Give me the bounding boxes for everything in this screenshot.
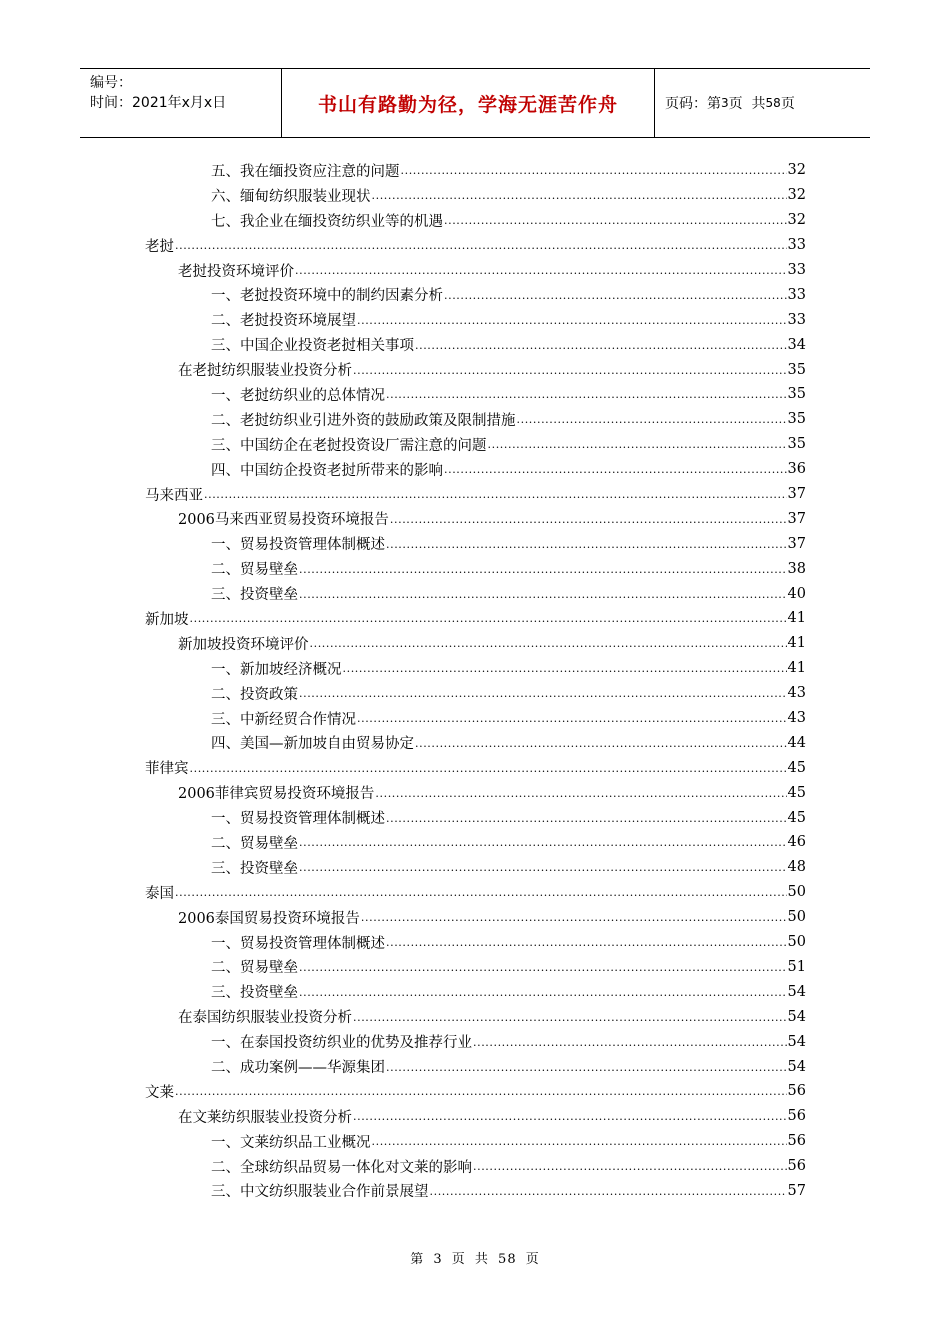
toc-entry[interactable]: [145, 332, 806, 357]
toc-entry-page: 43: [787, 710, 806, 727]
toc-entry[interactable]: [145, 805, 806, 830]
toc-leader-dots: [488, 435, 787, 453]
toc-entry[interactable]: [145, 706, 806, 731]
toc-leader-dots: [343, 659, 787, 677]
toc-leader-dots: [299, 560, 787, 578]
page-footer: 第 3 页 共 58 页: [410, 1252, 540, 1267]
toc-entry-title: 四、美国—新加坡自由贸易协定: [211, 736, 414, 753]
toc-entry[interactable]: [145, 955, 806, 980]
toc-entry[interactable]: [145, 258, 806, 283]
toc-leader-dots: [310, 634, 787, 652]
toc-entry[interactable]: [145, 282, 806, 307]
toc-entry[interactable]: [145, 556, 806, 581]
toc-leader-dots: [357, 709, 787, 727]
toc-leader-dots: [299, 684, 787, 702]
toc-leader-dots: [473, 1157, 787, 1175]
time-label: 时间：2021年x月x日: [90, 95, 227, 111]
toc-entry-title: 三、中新经贸合作情况: [211, 711, 356, 728]
toc-entry-title: 二、贸易壁垒: [211, 835, 298, 852]
toc-entry-page: 43: [787, 685, 806, 702]
toc-entry-title: 马来西亚: [145, 487, 203, 504]
toc-entry-page: 44: [787, 734, 806, 751]
toc-entry[interactable]: [145, 855, 806, 880]
toc-leader-dots: [299, 585, 787, 603]
page-header: [80, 68, 870, 138]
toc-leader-dots: [295, 261, 787, 279]
toc-entry-title: 六、缅甸纺织服装业现状: [211, 188, 371, 205]
toc-leader-dots: [473, 1033, 787, 1051]
toc-entry[interactable]: [145, 979, 806, 1004]
toc-entry-title: 二、成功案例——华源集团: [211, 1060, 385, 1076]
toc-entry-title: 三、中国企业投资老挝相关事项: [211, 338, 414, 355]
toc-leader-dots: [386, 809, 787, 827]
toc-entry[interactable]: [145, 656, 806, 681]
toc-leader-dots: [190, 759, 787, 777]
toc-entry-page: 38: [787, 560, 806, 577]
toc-entry-page: 50: [787, 884, 806, 901]
toc-entry[interactable]: [145, 581, 806, 606]
toc-entry[interactable]: [145, 208, 806, 233]
toc-entry-page: 33: [787, 311, 806, 328]
toc-entry-page: 33: [787, 237, 806, 254]
toc-entry-page: 56: [787, 1108, 806, 1125]
page-current: 3: [721, 96, 729, 110]
header-page-info: [655, 69, 870, 137]
toc-entry[interactable]: [145, 382, 806, 407]
toc-entry-title: 三、中文纺织服装业合作前景展望: [211, 1184, 429, 1201]
toc-entry[interactable]: [145, 506, 806, 531]
header-motto: 书山有路勤为径，学海无涯苦作舟: [282, 69, 655, 137]
toc-entry-page: 50: [787, 934, 806, 951]
toc-entry[interactable]: [145, 158, 806, 183]
toc-entry[interactable]: [145, 1104, 806, 1129]
toc-entry[interactable]: [145, 307, 806, 332]
toc-entry[interactable]: [145, 183, 806, 208]
toc-entry-title: 在文莱纺织服装业投资分析: [178, 1109, 352, 1126]
page-label-prefix: 页码：第: [665, 96, 721, 112]
toc-entry-page: 35: [787, 361, 806, 378]
toc-entry[interactable]: [145, 631, 806, 656]
toc-leader-dots: [175, 236, 787, 254]
toc-entry-page: 40: [787, 585, 806, 602]
toc-entry-title: 二、老挝投资环境展望: [211, 313, 356, 330]
toc-entry-title: 七、我企业在缅投资纺织业等的机遇: [211, 213, 443, 230]
toc-entry[interactable]: [145, 755, 806, 780]
toc-entry-title: 新加坡: [145, 611, 189, 628]
toc-leader-dots: [415, 336, 787, 354]
table-of-contents: [145, 158, 806, 1203]
toc-entry[interactable]: [145, 233, 806, 258]
toc-entry-title: 2006菲律宾贸易投资环境报告: [178, 786, 375, 803]
toc-entry-page: 54: [787, 1058, 806, 1075]
toc-entry-page: 33: [787, 286, 806, 303]
toc-leader-dots: [190, 609, 787, 627]
toc-entry[interactable]: [145, 1129, 806, 1154]
toc-entry[interactable]: [145, 880, 806, 905]
toc-leader-dots: [299, 833, 787, 851]
toc-entry-title: 老挝: [145, 238, 174, 255]
toc-entry-title: 二、全球纺织品贸易一体化对文莱的影响: [211, 1159, 472, 1176]
toc-entry-page: 54: [787, 1033, 806, 1050]
toc-entry[interactable]: [145, 1154, 806, 1179]
toc-entry[interactable]: [145, 905, 806, 930]
toc-entry-title: 新加坡投资环境评价: [178, 636, 309, 653]
toc-entry-page: 35: [787, 386, 806, 403]
toc-entry-title: 菲律宾: [145, 761, 189, 778]
toc-entry-page: 41: [787, 610, 806, 627]
toc-entry-page: 45: [787, 784, 806, 801]
toc-leader-dots: [299, 983, 787, 1001]
toc-leader-dots: [444, 460, 787, 478]
toc-entry-page: 45: [787, 809, 806, 826]
toc-entry-title: 在老挝纺织服装业投资分析: [178, 363, 352, 380]
toc-leader-dots: [375, 784, 786, 802]
toc-entry-title: 一、贸易投资管理体制概述: [211, 811, 385, 828]
toc-entry-page: 51: [787, 958, 806, 975]
toc-entry-page: 32: [787, 212, 806, 229]
toc-entry-title: 一、老挝投资环境中的制约因素分析: [211, 288, 443, 305]
toc-entry-page: 54: [787, 983, 806, 1000]
toc-entry-page: 35: [787, 411, 806, 428]
toc-entry-title: 一、文莱纺织品工业概况: [211, 1134, 371, 1151]
toc-entry[interactable]: [145, 780, 806, 805]
toc-entry-page: 32: [787, 187, 806, 204]
toc-entry-page: 46: [787, 834, 806, 851]
toc-entry-title: 2006马来西亚贸易投资环境报告: [178, 512, 389, 529]
toc-leader-dots: [386, 933, 787, 951]
toc-leader-dots: [372, 1132, 787, 1150]
toc-leader-dots: [386, 535, 787, 553]
toc-entry-title: 三、投资壁垒: [211, 860, 298, 877]
toc-entry-title: 老挝投资环境评价: [178, 263, 294, 280]
toc-entry-title: 一、在泰国投资纺织业的优势及推荐行业: [211, 1035, 472, 1052]
toc-leader-dots: [444, 211, 787, 229]
toc-entry-title: 四、中国纺企投资老挝所带来的影响: [211, 462, 443, 479]
toc-entry-page: 35: [787, 436, 806, 453]
toc-entry-title: 一、新加坡经济概况: [211, 661, 342, 678]
toc-entry-title: 三、投资壁垒: [211, 587, 298, 604]
toc-entry-page: 50: [787, 909, 806, 926]
page-label-suffix: 页: [780, 96, 795, 112]
toc-leader-dots: [517, 410, 787, 428]
toc-entry-title: 二、贸易壁垒: [211, 562, 298, 579]
page-label-mid: 页 共: [728, 96, 766, 112]
toc-entry[interactable]: [145, 482, 806, 507]
toc-entry-page: 54: [787, 1008, 806, 1025]
toc-entry-page: 57: [787, 1182, 806, 1199]
toc-entry[interactable]: [145, 606, 806, 631]
toc-entry[interactable]: [145, 1004, 806, 1029]
toc-leader-dots: [204, 485, 787, 503]
toc-entry-title: 在泰国纺织服装业投资分析: [178, 1010, 352, 1027]
header-meta: [80, 69, 282, 137]
toc-leader-dots: [444, 286, 787, 304]
toc-entry-page: 37: [787, 486, 806, 503]
toc-leader-dots: [415, 734, 787, 752]
toc-entry-page: 56: [787, 1083, 806, 1100]
toc-leader-dots: [401, 161, 787, 179]
toc-entry-page: 34: [787, 336, 806, 353]
toc-entry-title: 文莱: [145, 1084, 174, 1101]
toc-leader-dots: [299, 858, 787, 876]
page-total: 58: [765, 96, 781, 110]
toc-leader-dots: [175, 883, 787, 901]
toc-entry-title: 2006泰国贸易投资环境报告: [178, 910, 360, 927]
toc-entry[interactable]: [145, 1179, 806, 1204]
toc-leader-dots: [175, 1082, 787, 1100]
toc-entry-page: 41: [787, 635, 806, 652]
toc-entry-page: 33: [787, 262, 806, 278]
toc-leader-dots: [372, 186, 787, 204]
toc-entry-page: 45: [787, 759, 806, 776]
number-label: 编号：: [90, 75, 132, 91]
toc-entry-title: 泰国: [145, 885, 174, 902]
toc-entry-page: 36: [787, 461, 806, 478]
toc-leader-dots: [386, 385, 787, 403]
toc-leader-dots: [361, 908, 787, 926]
toc-entry[interactable]: [145, 1054, 806, 1079]
toc-entry[interactable]: [145, 531, 806, 556]
toc-leader-dots: [299, 958, 787, 976]
toc-entry-title: 五、我在缅投资应注意的问题: [211, 163, 400, 180]
toc-entry[interactable]: [145, 1079, 806, 1104]
toc-entry-title: 一、贸易投资管理体制概述: [211, 935, 385, 952]
toc-entry-page: 41: [787, 660, 806, 677]
toc-leader-dots: [353, 1008, 787, 1026]
toc-entry-page: 56: [787, 1133, 806, 1150]
toc-entry-page: 37: [787, 510, 806, 527]
toc-entry-title: 一、老挝纺织业的总体情况: [211, 387, 385, 404]
toc-entry-page: 32: [787, 162, 806, 179]
toc-entry[interactable]: [145, 407, 806, 432]
toc-entry-title: 一、贸易投资管理体制概述: [211, 537, 385, 554]
toc-entry[interactable]: [145, 930, 806, 955]
toc-entry-title: 三、投资壁垒: [211, 985, 298, 1002]
toc-entry[interactable]: [145, 681, 806, 706]
toc-entry[interactable]: [145, 432, 806, 457]
toc-entry[interactable]: [145, 830, 806, 855]
toc-entry[interactable]: [145, 730, 806, 755]
toc-leader-dots: [390, 510, 787, 528]
toc-entry-page: 37: [787, 535, 806, 552]
toc-leader-dots: [386, 1058, 787, 1076]
toc-entry-title: 三、中国纺企在老挝投资设厂需注意的问题: [211, 437, 487, 454]
toc-entry-title: 二、老挝纺织业引进外资的鼓励政策及限制措施: [211, 412, 516, 429]
toc-leader-dots: [353, 361, 787, 379]
toc-entry-page: 48: [787, 859, 806, 876]
toc-entry[interactable]: [145, 457, 806, 482]
toc-entry-title: 二、贸易壁垒: [211, 960, 298, 977]
toc-leader-dots: [353, 1107, 787, 1125]
toc-leader-dots: [357, 311, 787, 329]
toc-leader-dots: [430, 1182, 787, 1200]
toc-entry-page: 56: [787, 1158, 806, 1175]
toc-entry[interactable]: [145, 357, 806, 382]
toc-entry-title: 二、投资政策: [211, 686, 298, 703]
toc-entry[interactable]: [145, 1029, 806, 1054]
